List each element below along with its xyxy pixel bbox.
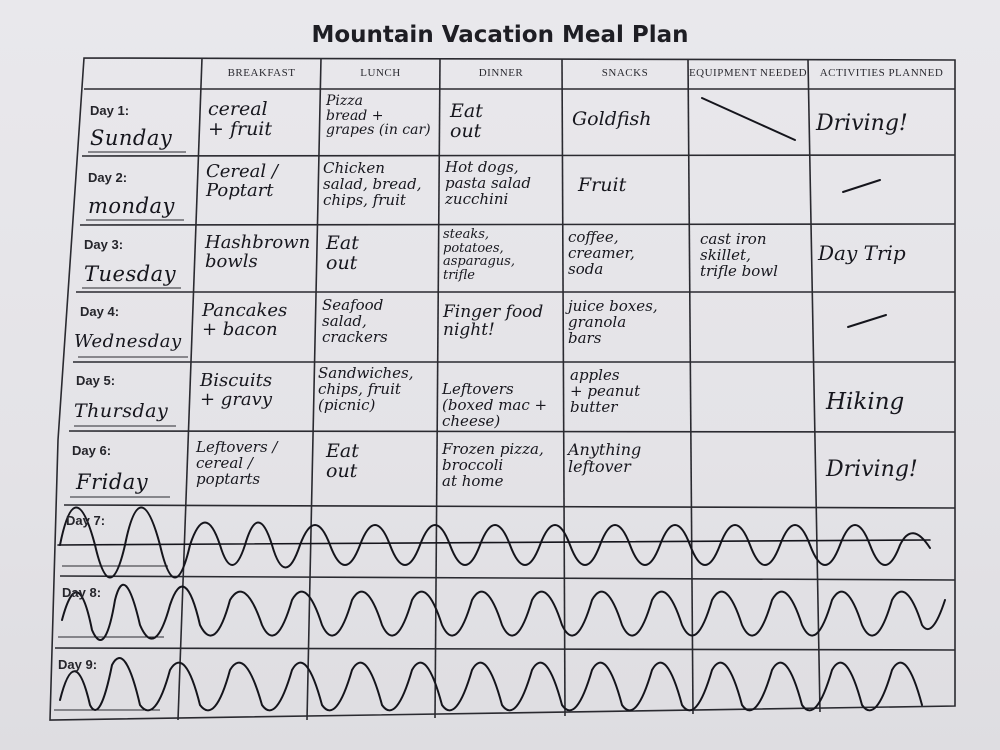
day-3-snacks: coffee, creamer, soda (568, 228, 635, 278)
day-6-activities: Driving! (826, 457, 918, 482)
day-5-breakfast: Biscuits + gravy (200, 370, 273, 410)
day-9-label: Day 9: (58, 657, 98, 672)
day-3-equipment: cast iron skillet, trifle bowl (700, 230, 778, 280)
day-3-label: Day 3: (84, 237, 124, 252)
day-5-name: Thursday (74, 400, 169, 422)
column-header-breakfast: BREAKFAST (227, 67, 296, 79)
day-3-name: Tuesday (84, 262, 177, 286)
day-6-dinner: Frozen pizza, broccoli at home (442, 440, 544, 490)
day-6-snacks: Anything leftover (568, 440, 642, 476)
day-3-dinner: steaks, potatoes, asparagus, trifle (443, 227, 515, 283)
day-4-dinner: Finger food night! (443, 302, 544, 340)
day-6-lunch: Eat out (326, 440, 359, 482)
day-3-activities: Day Trip (818, 241, 906, 265)
day-5-label: Day 5: (76, 373, 116, 388)
day-4-name: Wednesday (74, 331, 182, 352)
day-4-lunch: Seafood salad, crackers (322, 296, 388, 346)
day-2-lunch: Chicken salad, bread, chips, fruit (323, 159, 422, 209)
day-2-breakfast: Cereal / Poptart (206, 161, 278, 201)
day-6-name: Friday (76, 470, 149, 494)
page-title: Mountain Vacation Meal Plan (311, 22, 689, 48)
day-1-activities: Driving! (816, 111, 908, 136)
day-5-dinner: Leftovers (boxed mac + cheese) (442, 380, 548, 430)
column-header-dinner: DINNER (478, 67, 524, 79)
column-header-lunch: LUNCH (360, 67, 401, 79)
day-5-activities: Hiking (826, 389, 905, 415)
day-1-breakfast: cereal + fruit (208, 98, 273, 140)
day-3-lunch: Eat out (326, 232, 359, 274)
day-2-snacks: Fruit (578, 174, 627, 196)
day-1-name: Sunday (90, 126, 173, 150)
day-2-name: monday (88, 194, 175, 218)
column-header-equipment: EQUIPMENT NEEDED (688, 67, 808, 79)
day-5-lunch: Sandwiches, chips, fruit (picnic) (318, 364, 414, 414)
day-1-label: Day 1: (90, 103, 130, 118)
day-7-label: Day 7: (66, 513, 106, 528)
day-6-label: Day 6: (72, 443, 112, 458)
day-6-breakfast: Leftovers / cereal / poptarts (196, 438, 278, 488)
day-4-breakfast: Pancakes + bacon (202, 300, 288, 340)
day-3-breakfast: Hashbrown bowls (205, 232, 311, 272)
day-8-label: Day 8: (62, 585, 102, 600)
day-4-snacks: juice boxes, granola bars (568, 297, 658, 347)
day-2-dinner: Hot dogs, pasta salad zucchini (445, 158, 531, 208)
day-1-lunch: Pizza bread + grapes (in car) (326, 93, 431, 139)
day-5-snacks: apples + peanut butter (570, 366, 641, 416)
day-4-label: Day 4: (80, 304, 120, 319)
column-header-snacks: SNACKS (601, 67, 649, 79)
day-2-label: Day 2: (88, 170, 128, 185)
day-1-snacks: Goldfish (572, 108, 652, 130)
day-1-dinner: Eat out (450, 100, 483, 142)
column-header-activities: ACTIVITIES PLANNED (819, 67, 944, 79)
